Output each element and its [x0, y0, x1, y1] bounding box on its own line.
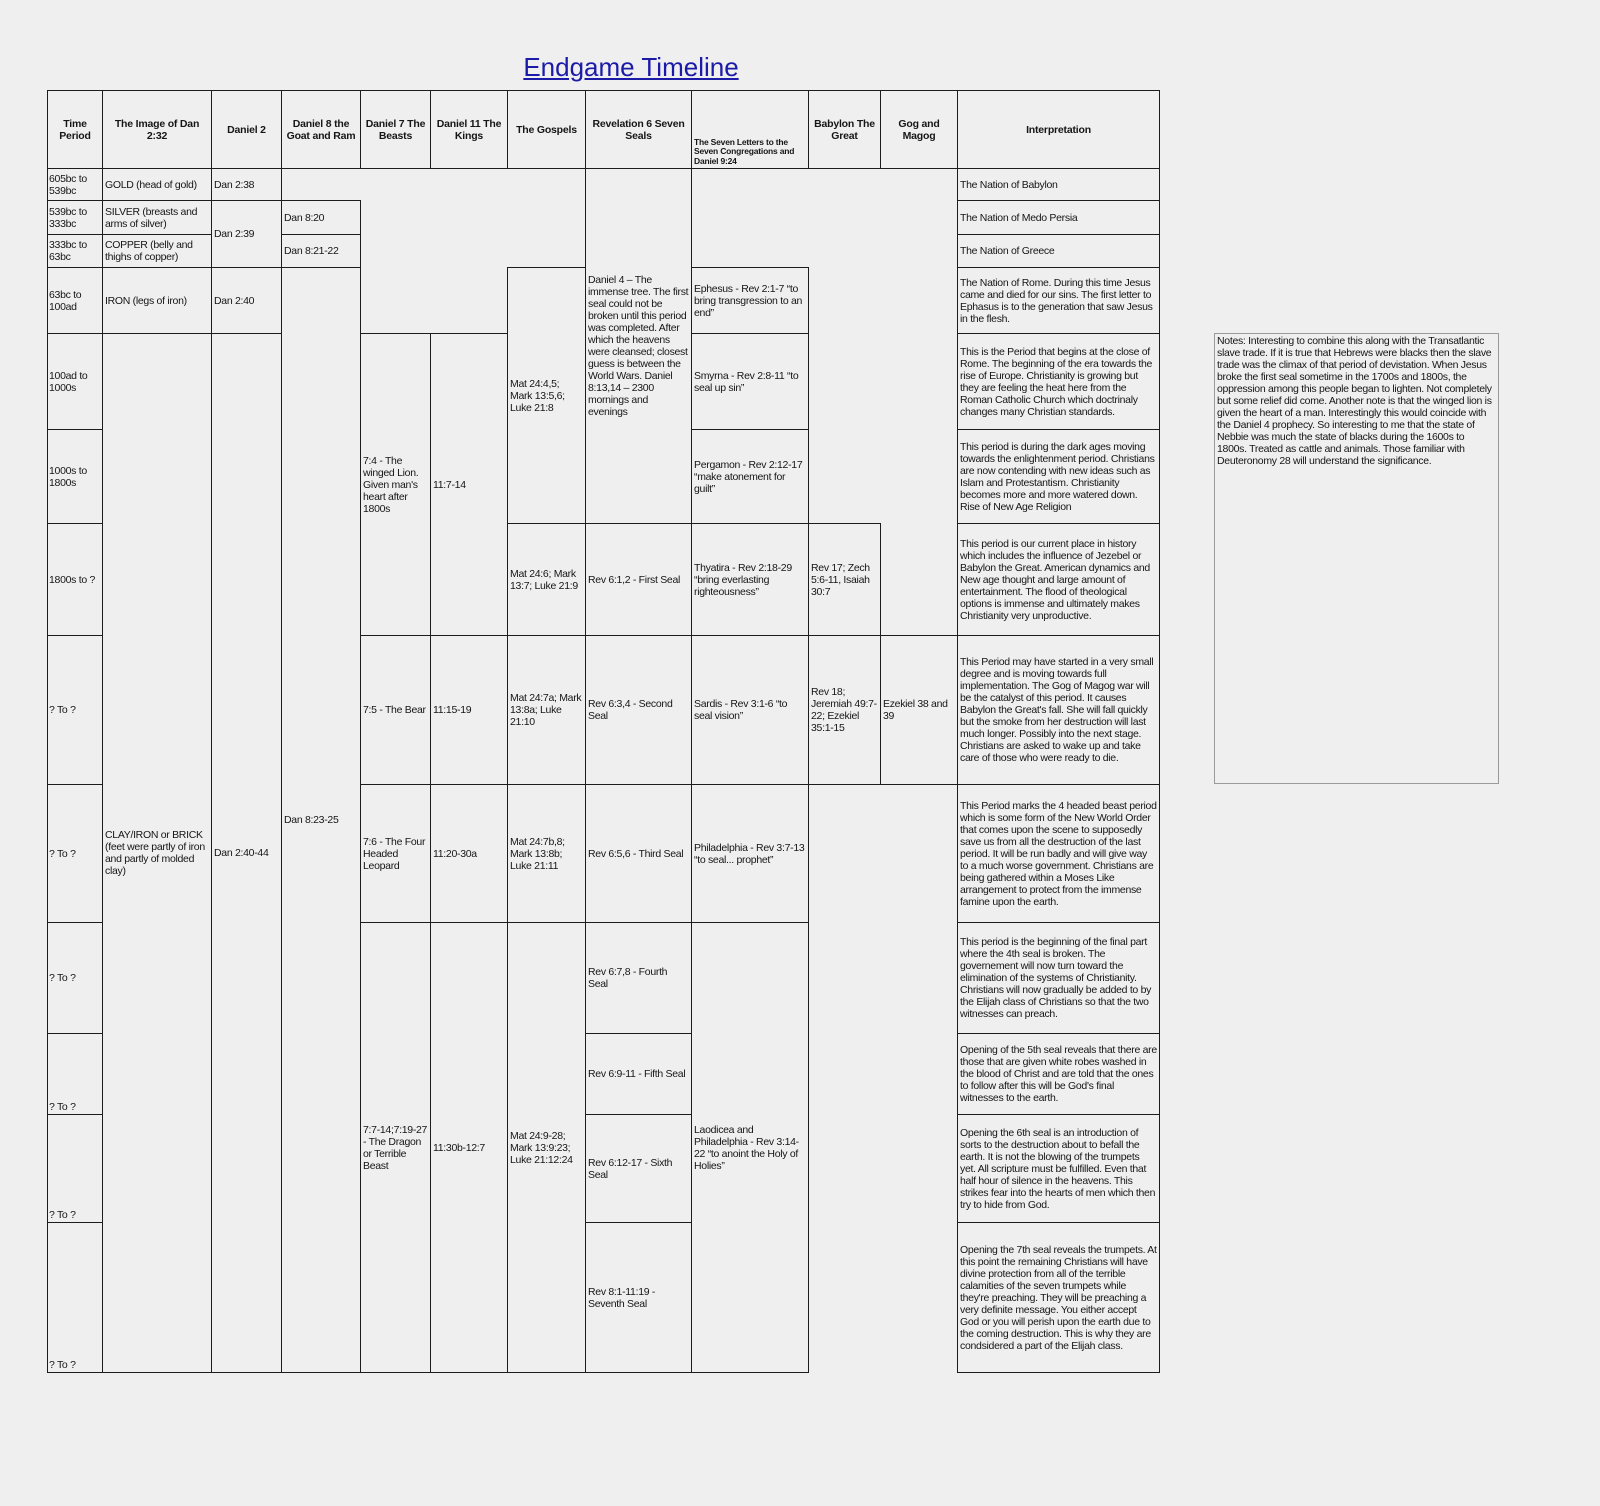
daniel-7-cell: 7:6 - The Four Headed Leopard [361, 785, 431, 923]
time-period-cell: ? To ? [48, 785, 103, 923]
daniel-7-cell: 7:5 - The Bear [361, 636, 431, 785]
gospels-cell: Mat 24:9-28; Mark 13:9:23; Luke 21:12:24 [508, 923, 586, 1373]
interpretation-cell: Opening of the 5th seal reveals that there are those that are given white robes washed in the blood of Christ and are told that the ones to follow after this will be God's final witnesses to the earth. [958, 1034, 1160, 1115]
time-period-cell: ? To ? [48, 1115, 103, 1223]
interpretation-cell: This period is the beginning of the final part where the 4th seal is broken. The governement will now turn toward the elimination of the systems of Christianity. Christians will now gradually be added to by the Elijah class of Christians so that the two witnesses can preach. [958, 923, 1160, 1034]
interpretation-cell: This period is our current place in history which includes the influence of Jezebel or Babylon the Great. American dynamics and New age thought and large amount of entertainment. The flood of theological options is immense and ultimately makes Christianity very unproductive. [958, 524, 1160, 636]
gospels-cell: Mat 24:6; Mark 13:7; Luke 21:9 [508, 524, 586, 636]
time-period-cell: 1000s to 1800s [48, 430, 103, 524]
babylon-cell: Rev 17; Zech 5:6-11, Isaiah 30:7 [809, 524, 881, 636]
header-seven-letters: The Seven Letters to the Seven Congregations and Daniel 9:24 [692, 91, 809, 169]
empty-cell [361, 169, 508, 334]
seven-letters-cell: Thyatira - Rev 2:18-29 “bring everlasting righteousness” [692, 524, 809, 636]
empty-cell [809, 169, 881, 524]
revelation-6-cell: Rev 6:9-11 - Fifth Seal [586, 1034, 692, 1115]
revelation-6-cell: Daniel 4 – The immense tree. The first seal could not be broken until this period was completed. After which the heavens were cleansed; closest guess is between the World Wars. Daniel 8:13,14 – 2300 mornings and evenings [586, 169, 692, 524]
daniel-7-cell: 7:7-14;7:19-27 - The Dragon or Terrible Beast [361, 923, 431, 1373]
table-row [48, 169, 1160, 201]
interpretation-cell: Opening the 7th seal reveals the trumpets. At this point the remaining Christians will have divine protection from all of the terrible calamities of the seven trumpets while they're preaching. They will be preaching a very definite message. You either accept God or you will perish upon the earth due to the coming destruction. This is why they are condsidered a part of the Elijah class. [958, 1223, 1160, 1373]
header-time-period: Time Period [48, 91, 103, 169]
image-dan-2-32-cell: GOLD (head of gold) [103, 169, 212, 201]
gospels-cell: Mat 24:4,5; Mark 13:5,6; Luke 21:8 [508, 268, 586, 524]
header-babylon: Babylon The Great [809, 91, 881, 169]
daniel-11-cell: 11:15-19 [431, 636, 508, 785]
interpretation-cell: This Period marks the 4 headed beast period which is some form of the New World Order that comes upon the scene to supposedly save us from all the destruction of the last period. It will be run badly and will give way to a much worse government. Christians are being gathered within a Moses Like arrangement to protect from the immense famine upon the earth. [958, 785, 1160, 923]
gospels-cell: Mat 24:7b,8; Mark 13:8b; Luke 21:11 [508, 785, 586, 923]
image-dan-2-32-cell: CLAY/IRON or BRICK (feet were partly of iron and partly of molded clay) [103, 334, 212, 1373]
seven-letters-cell: Ephesus - Rev 2:1-7 “to bring transgression to an end” [692, 268, 809, 334]
header-daniel-11: Daniel 11 The Kings [431, 91, 508, 169]
time-period-cell: ? To ? [48, 923, 103, 1034]
babylon-cell: Rev 18; Jeremiah 49:7-22; Ezekiel 35:1-15 [809, 636, 881, 785]
seven-letters-cell: Sardis - Rev 3:1-6 “to seal vision” [692, 636, 809, 785]
time-period-cell: 63bc to 100ad [48, 268, 103, 334]
header-daniel-7: Daniel 7 The Beasts [361, 91, 431, 169]
header-daniel-2: Daniel 2 [212, 91, 282, 169]
daniel-8-cell: Dan 8:23-25 [282, 268, 361, 1373]
interpretation-cell: The Nation of Medo Persia [958, 201, 1160, 235]
seven-letters-cell: Philadelphia - Rev 3:7-13 “to seal... prophet” [692, 785, 809, 923]
header-gog-magog: Gog and Magog [881, 91, 958, 169]
gospels-cell: Mat 24:7a; Mark 13:8a; Luke 21:10 [508, 636, 586, 785]
revelation-6-cell: Rev 6:7,8 - Fourth Seal [586, 923, 692, 1034]
daniel-8-cell: Dan 8:21-22 [282, 235, 361, 268]
interpretation-cell: Opening the 6th seal is an introduction of sorts to the destruction about to befall the earth. It is not the blowing of the trumpets yet. All scripture must be fulfilled. Even that half hour of silence in the heavens. This strikes fear into the hearts of men which then try to hide from God. [958, 1115, 1160, 1223]
daniel-11-cell: 11:20-30a [431, 785, 508, 923]
daniel-8-cell: Dan 8:20 [282, 201, 361, 235]
image-dan-2-32-cell: COPPER (belly and thighs of copper) [103, 235, 212, 268]
seven-letters-cell: Smyrna - Rev 2:8-11 “to seal up sin” [692, 334, 809, 430]
timeline-table [47, 90, 1160, 1373]
header-daniel-8: Daniel 8 the Goat and Ram [282, 91, 361, 169]
time-period-cell: ? To ? [48, 1034, 103, 1115]
time-period-cell: 333bc to 63bc [48, 235, 103, 268]
time-period-cell: ? To ? [48, 1223, 103, 1373]
gog-magog-cell: Ezekiel 38 and 39 [881, 636, 958, 785]
header-image-dan-2-32: The Image of Dan 2:32 [103, 91, 212, 169]
notes-box: Notes: Interesting to combine this along with the Transatlantic slave trade. If it is true that Hebrews were blacks then the slave trade was the climax of that period of devistation. When Jesus broke the first seal sometime in the 1700s and 1800s, the oppression among this people began to lighten. Not completely but some relief did come. Another note is that the winged lion is given the heart of a man. Interestingly this would coincide with the Daniel 4 prophecy. So interesting to me that the state of Nebbie was much the state of blacks during the 1600s to 1800s. Treated as cattle and animals. Those familiar with Deuteronomy 28 will understand the significance. [1214, 333, 1499, 784]
time-period-cell: ? To ? [48, 636, 103, 785]
empty-cell [809, 785, 958, 1373]
daniel-11-cell: 11:7-14 [431, 334, 508, 636]
header-revelation-6: Revelation 6 Seven Seals [586, 91, 692, 169]
interpretation-cell: This is the Period that begins at the close of Rome. The beginning of the era towards the rise of Europe. Christianity is growing but they are feeling the heat here from the Roman Catholic Church which doctrinaly changes many Christian standards. [958, 334, 1160, 430]
revelation-6-cell: Rev 6:1,2 - First Seal [586, 524, 692, 636]
interpretation-cell: The Nation of Greece [958, 235, 1160, 268]
daniel-2-cell: Dan 2:39 [212, 201, 282, 268]
time-period-cell: 100ad to 1000s [48, 334, 103, 430]
empty-cell [881, 169, 958, 636]
revelation-6-cell: Rev 6:12-17 - Sixth Seal [586, 1115, 692, 1223]
page-title[interactable]: Endgame Timeline [523, 52, 739, 82]
interpretation-cell: The Nation of Rome. During this time Jesus came and died for our sins. The first letter to Ephasus is to the generation that saw Jesus in the flesh. [958, 268, 1160, 334]
empty-cell [508, 169, 586, 268]
daniel-2-cell: Dan 2:40-44 [212, 334, 282, 1373]
daniel-2-cell: Dan 2:40 [212, 268, 282, 334]
revelation-6-cell: Rev 6:3,4 - Second Seal [586, 636, 692, 785]
header-row [48, 91, 1160, 169]
daniel-7-cell: 7:4 - The winged Lion. Given man's heart after 1800s [361, 334, 431, 636]
empty-cell [282, 169, 361, 201]
interpretation-cell: This period is during the dark ages moving towards the enlightenment period. Christians are now contending with new ideas such as Islam and Protestantism. Christianity becomes more and more watered down. Rise of New Age Religion [958, 430, 1160, 524]
header-gospels: The Gospels [508, 91, 586, 169]
empty-cell [692, 169, 809, 268]
interpretation-cell: This Period may have started in a very small degree and is moving towards full implementation. The Gog of Magog war will be the catalyst of this period. It causes Babylon the Great's fall. She will fall quickly but the smoke from her destruction will last much longer. Possibly into the next stage. Christians are asked to wake up and take care of those who were ready to die. [958, 636, 1160, 785]
image-dan-2-32-cell: SILVER (breasts and arms of silver) [103, 201, 212, 235]
revelation-6-cell: Rev 6:5,6 - Third Seal [586, 785, 692, 923]
header-interpretation: Interpretation [958, 91, 1160, 169]
seven-letters-cell: Laodicea and Philadelphia - Rev 3:14-22 “to anoint the Holy of Holies” [692, 923, 809, 1373]
time-period-cell: 605bc to 539bc [48, 169, 103, 201]
daniel-2-cell: Dan 2:38 [212, 169, 282, 201]
revelation-6-cell: Rev 8:1-11:19 - Seventh Seal [586, 1223, 692, 1373]
seven-letters-cell: Pergamon - Rev 2:12-17 “make atonement for guilt” [692, 430, 809, 524]
daniel-11-cell: 11:30b-12:7 [431, 923, 508, 1373]
time-period-cell: 539bc to 333bc [48, 201, 103, 235]
time-period-cell: 1800s to ? [48, 524, 103, 636]
image-dan-2-32-cell: IRON (legs of iron) [103, 268, 212, 334]
interpretation-cell: The Nation of Babylon [958, 169, 1160, 201]
